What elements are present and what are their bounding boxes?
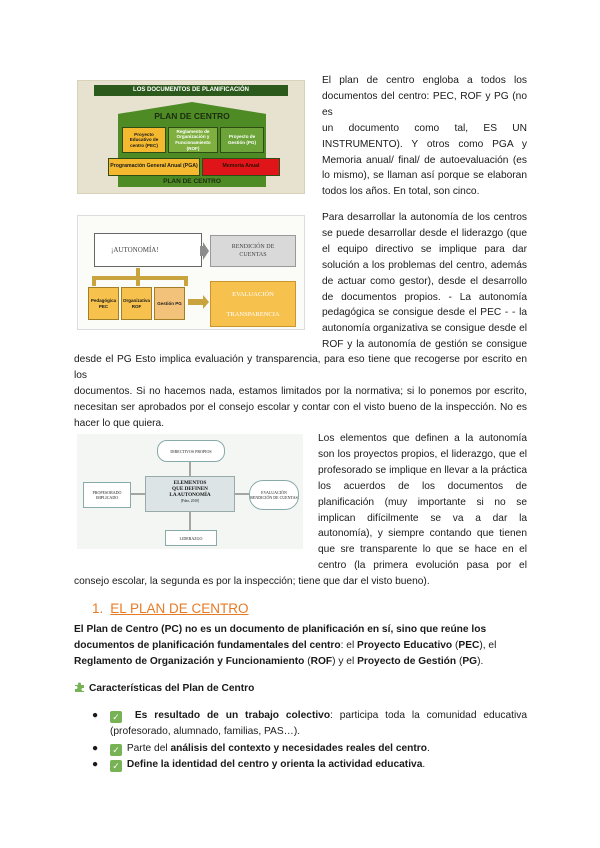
bullet-bold: análisis del contexto y necesidades reales del centro — [170, 743, 427, 754]
text: ). — [477, 656, 484, 667]
check-icon: ✓ — [110, 711, 122, 723]
bullet-dot: ● — [92, 743, 99, 754]
section-title: EL PLAN DE CENTRO — [110, 601, 249, 616]
bullet-bold: Define la identidad del centro y orienta la actividad educativa — [126, 759, 423, 770]
text: , sino que reúne los documentos de planificación fundamentales del centro — [74, 624, 487, 651]
text-line: consejo escolar, la segunda es por la inspección; tiene que dar el visto bueno). — [74, 576, 430, 587]
figure-autonomy — [77, 215, 305, 330]
center-line3: LA AUTONOMÍA — [169, 492, 211, 498]
node-evaluacion: EVALUACIÓN RENDICIÓN DE CUENTAS — [249, 480, 299, 510]
list-item — [92, 741, 527, 757]
term: Proyecto Educativo — [357, 640, 453, 651]
text-line: el equipo directivo se implique para dar — [322, 243, 527, 255]
text-line: ROF y la autonomía de gestión se consigue — [322, 339, 527, 351]
section-number: 1. — [92, 601, 104, 616]
center-line1: ELEMENTOS — [173, 480, 207, 486]
figure1-plan-bottom: PLAN DE CENTRO — [163, 178, 221, 185]
transparencia-label: TRANSPARENCIA — [226, 311, 280, 318]
paragraph-plan-centro-intro — [322, 73, 527, 200]
box-pg: Proyecto de Gestión (PG) — [220, 127, 264, 153]
text-line: todos los años. En total, son cinco. — [322, 186, 480, 198]
subheading-text: Características del Plan de Centro — [89, 683, 255, 694]
bullet-text: : participa toda la comunidad educativa (profesorado, alumnado, familias, PAS…). — [110, 710, 527, 737]
node-center — [145, 476, 235, 512]
figure1-plan-top: PLAN DE CENTRO — [154, 111, 230, 121]
rendicion-line1: RENDICIÓN DE — [231, 244, 275, 250]
term: PG — [462, 656, 478, 667]
text-line: implican difícilmente se va a dar la — [318, 512, 527, 524]
text-line: lo mismo), se llaman así porque se elaboran — [322, 170, 527, 182]
box-memoria: Memoria Anual — [202, 158, 280, 176]
bullet-pre: Parte del — [126, 743, 171, 754]
term: Proyecto de Gestión — [357, 656, 457, 667]
box-gestion: Gestión PG — [154, 287, 185, 320]
bullet-dot: ● — [92, 710, 99, 721]
text: ( — [452, 640, 459, 651]
term: ROF — [310, 656, 333, 667]
text: : el — [340, 640, 358, 651]
section-heading — [92, 601, 249, 616]
box-pedagogica: Pedagógica PEC — [88, 287, 119, 320]
subheading-caracteristicas — [74, 681, 254, 694]
box-pec: Proyecto Educativo de centro (PEC) — [122, 127, 166, 153]
text-line: centro (la primera evolución pasa por el — [318, 560, 527, 572]
figure-elements-autonomy — [77, 434, 303, 549]
node-liderazgo: LIDERAZGO — [165, 530, 217, 546]
box-rof: Reglamento de Organización y Funcionamiento (ROF) — [168, 127, 218, 153]
text-line: El plan de centro engloba a todos los — [322, 75, 527, 86]
text-line: necesitan ser aprobados por el consejo escolar y contar con el visto bueno de la inspección. No es — [74, 401, 527, 413]
text-line: autonomía), y siempre contando que tienen — [318, 528, 527, 540]
term: El Plan de Centro (PC) — [74, 624, 183, 635]
paragraph-elementos — [318, 431, 527, 574]
paragraph-plan-centro-definition — [74, 622, 524, 670]
node-directivos: DIRECTIVOS PROPIOS — [157, 440, 225, 462]
center-line2: QUE DEFINEN — [172, 486, 208, 492]
bullet-bold: Es resultado de un trabajo colectivo — [134, 710, 331, 721]
text-line: pedagógica se consigue desde el PEC - - la — [322, 307, 527, 319]
check-icon: ✓ — [110, 744, 122, 756]
figure-planning-documents — [77, 80, 305, 194]
text-line: de documentos propios. - La autonomía — [322, 291, 527, 303]
text-line: documentos. Si no hacemos nada, estamos limitados por la normativa; si lo ponemos por escrito, — [74, 385, 527, 397]
evaluacion-label: EVALUACIÓN — [232, 291, 274, 298]
text-line: Memoria anual/ final/ de autoevaluación (es — [322, 154, 527, 166]
check-icon: ✓ — [110, 760, 122, 772]
paragraph-elementos-continued — [74, 574, 527, 590]
box-organizativa: Organizativa ROF — [121, 287, 152, 320]
paragraph-autonomia — [322, 210, 527, 353]
text-line: documentos del centro: PEC, ROF y PG (no es — [322, 90, 527, 118]
text: no es un documento de planificación en sí — [182, 624, 391, 635]
text-line: que sre transparente lo que se hace en el — [318, 544, 527, 556]
rendicion-line2: CUENTAS — [239, 252, 267, 258]
term: Reglamento de Organización y Funcionamiento — [74, 656, 305, 667]
text: ), el — [479, 640, 497, 651]
text-line: planificación (muy importante si no se — [318, 496, 527, 508]
text-line: solución a los problemas del centro, además — [322, 259, 527, 271]
text: ) y el — [332, 656, 358, 667]
text: ( — [304, 656, 311, 667]
text-line: Para desarrollar la autonomía de los centros — [322, 212, 527, 223]
text-line: los acuerdos de los documentos de — [318, 480, 527, 492]
term: PEC — [458, 640, 480, 651]
text-line: desde el PG Esto implica evaluación y transparencia, para eso tiene que recogerse por escrito en los — [74, 354, 527, 381]
text-line: autonomía organizativa se consigue desde el — [322, 323, 527, 335]
bullet-dot: ● — [92, 759, 99, 770]
paragraph-autonomia-continued — [74, 352, 527, 432]
text-line: un documento como tal, ES UN — [322, 122, 527, 134]
text-line: INSTRUMENTO). Y otros como PGA y — [322, 138, 527, 150]
text-line: Los elementos que definen a la autonomía — [318, 433, 527, 444]
text: ( — [456, 656, 463, 667]
node-profesorado: PROFESORADO IMPLICADO — [83, 482, 131, 508]
list-item — [92, 757, 527, 773]
bullet-text: . — [422, 759, 426, 770]
autonomia-box: ¡AUTONOMÍA! — [94, 233, 202, 267]
text-line: hacer lo que quiera. — [74, 417, 165, 429]
evaluacion-box — [210, 281, 296, 327]
text-line: de actuar como gestor), desde el desarrollo — [322, 275, 527, 287]
figure1-title: LOS DOCUMENTOS DE PLANIFICACIÓN — [94, 85, 288, 96]
text-line: se puede desarrollar desde el liderazgo (que — [322, 227, 527, 239]
puzzle-icon — [74, 681, 86, 693]
bullet-text: . — [426, 743, 430, 754]
box-pga: Programación General Anual (PGA) — [108, 158, 200, 176]
text-line: son los proyectos propios, el liderazgo, que el — [318, 448, 527, 460]
text-line: profesorado se implique en llevar a la práctica — [318, 464, 527, 476]
list-item — [92, 708, 527, 740]
center-ref: [Fdez, 2010] — [180, 499, 200, 503]
